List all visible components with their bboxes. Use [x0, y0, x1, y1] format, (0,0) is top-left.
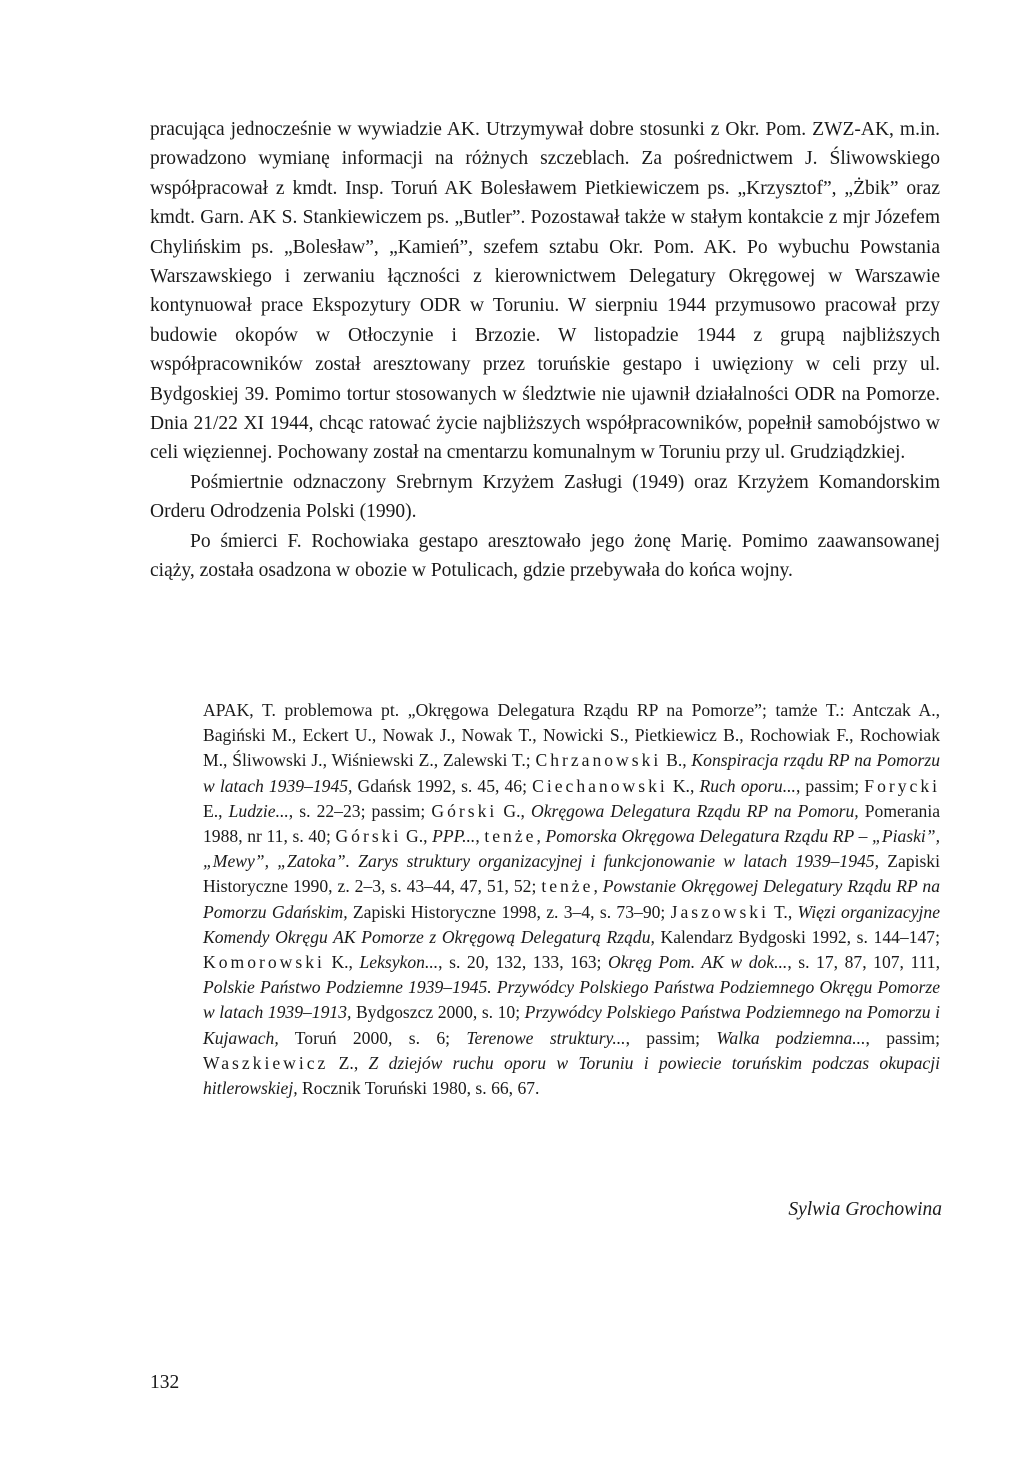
citation-title: Więzi organizacyjne Komendy Okręgu AK Pomorze z Okręgową Delegaturą Rządu, — [203, 901, 941, 947]
citation-text: Z., — [328, 1052, 369, 1073]
citation-author: Jaszowski — [670, 901, 769, 922]
citation-text: K., — [667, 775, 700, 796]
citation-author: Waszkiewicz — [203, 1052, 329, 1073]
citation-text: , passim; — [865, 1027, 940, 1048]
citation-title: Ruch oporu... — [699, 775, 796, 796]
citation-text: , s. 20, 132, 133, 163; — [438, 952, 608, 973]
citation-title: Leksykon... — [359, 952, 439, 973]
citation-text: T., — [768, 901, 798, 922]
citation-title: Przywódcy Polskiego Państwa Podziemnego na Pomorzu i Kujawach, — [203, 1002, 940, 1048]
citation-text: , passim; — [625, 1027, 717, 1048]
citation-author: Górski — [431, 800, 498, 821]
citation-text: , s. 22–23; passim; — [288, 800, 432, 821]
citation-author: Forycki — [864, 775, 941, 796]
citation-author: tenże — [484, 826, 537, 847]
citation-text: , — [475, 826, 485, 847]
citation-text: K., — [324, 952, 360, 973]
citation-title: Walka podziemna... — [716, 1027, 866, 1048]
citation-title: Z dziejów ruchu oporu w Toruniu i powiecie toruńskim podczas okupacji hitlerowskiej, — [203, 1052, 940, 1099]
citation-title: Ludzie... — [228, 800, 289, 821]
citation-text: Rocznik Toruński 1980, s. 66, 67. — [297, 1078, 540, 1099]
citation-text: Zapiski Historyczne 1990, z. 2–3, s. 43–44, 47, 51, 52; — [203, 851, 940, 897]
citation-text: , s. 17, 87, 107, 111, — [787, 952, 940, 973]
citation-text: , — [593, 876, 603, 897]
paragraph: pracująca jednocześnie w wywiadzie AK. Utrzymywał dobre stosunki z Okr. Pom. ZWZ-AK, m.in. prowadzono wymianę informacji na różnych szczeblach. Za pośrednictwem J. Śliwowskiego współpracował z kmdt. Insp. Toruń AK Bolesławem Pietkiewiczem ps. „Krzysztof”, „Żbik” oraz kmdt. Garn. AK S. Stankiewiczem ps. „Butler”. Pozostawał także w stałym kontakcie z mjr Józefem Chylińskim ps. „Bolesław”, „Kamień”, szefem sztabu Okr. Pom. AK. Po wybuchu Powstania Warszawskiego i zerwaniu łączności z kierownictwem Delegatury Okręgowej w Warszawie kontynuował prace Ekspozytury ODR w Toruniu. W sierpniu 1944 przymusowo pracował przy budowie okopów w Otłoczynie i Brzozie. W listopadzie 1944 z grupą najbliższych współpracowników został aresztowany przez toruńskie gestapo i uwięziony w celi przy ul. Bydgoskiej 39. Pomimo tortur stosowanych w śledztwie nie ujawnił działalności ODR na Pomorze. Dnia 21/22 XI 1944, chcąc ratować życie najbliższych współpracowników, popełnił samobójstwo w celi więziennej. Pochowany został na cmentarzu komunalnym w Toruniu przy ul. Grudziądzkiej. — [150, 119, 940, 464]
bibliography — [203, 698, 940, 1101]
author-signature: Sylwia Grochowina — [788, 1199, 942, 1220]
citation-text: Zapiski Historyczne 1998, z. 3–4, s. 73–90; — [347, 901, 671, 922]
citation-author: Chrzanowski — [535, 750, 662, 771]
citation-title: Polskie Państwo Podziemne 1939–1945. Przywódcy Polskiego Państwa Podziemnego Okręgu Pomorze w latach 1939–1913, — [203, 977, 940, 1023]
citation-text: B., — [661, 750, 692, 771]
citation-text: APAK, T. problemowa pt. „Okręgowa Delegatura Rządu RP na Pomorze”; tamże T.: Antczak A., Bagiński M., Eckert U., Nowak J., Nowak T., Nowicki S., Pietkiewicz B., Rochowiak F., Rochowiak M., Śliwowski J., Wiśniewski Z., Zalewski T.; — [203, 700, 940, 771]
citation-text: G., — [497, 800, 531, 821]
citation-text: E., — [203, 800, 229, 821]
citation-title: Terenowe struktury... — [466, 1027, 626, 1048]
citation-author: Górski — [335, 826, 402, 847]
citation-title: Konspiracja rządu RP na Pomorzu w latach 1939–1945, — [203, 750, 940, 796]
paragraph: Po śmierci F. Rochowiaka gestapo aresztowało jego żonę Marię. Pomimo zaawansowanej ciąży, została osadzona w obozie w Potulicach, gdzie przebywała do końca wojny. — [150, 530, 940, 582]
citation-text: Kalendarz Bydgoski 1992, s. 144–147; — [654, 926, 940, 947]
citation-title: Okręgowa Delegatura Rządu RP na Pomoru, — [530, 800, 859, 821]
citation-text: Bydgoszcz 2000, s. 10; — [351, 1002, 525, 1023]
citation-text: G., — [401, 826, 433, 847]
biography-text — [150, 115, 940, 586]
citation-author: Ciechanowski — [532, 775, 668, 796]
citation-title: Powstanie Okręgowej Delegatury Rządu RP na Pomorzu Gdańskim, — [203, 876, 940, 922]
citation-text: , passim; — [795, 775, 865, 796]
citation-text: Gdańsk 1992, s. 45, 46; — [352, 775, 533, 796]
citation-author: tenże — [541, 876, 594, 897]
citation-title: PPP... — [432, 826, 476, 847]
citation-title: Pomorska Okręgowa Delegatura Rządu RP – „Piaski”, „Mewy”, „Zatoka”. Zarys struktury organizacyjnej i funkcjonowanie w latach 1939–1945, — [203, 826, 940, 872]
paragraph: Pośmiertnie odznaczony Srebrnym Krzyżem Zasługi (1949) oraz Krzyżem Komandorskim Orderu Odrodzenia Polski (1990). — [150, 471, 940, 523]
citation-text: Pomerania 1988, nr 11, s. 40; — [203, 800, 941, 847]
citation-author: Komorowski — [203, 952, 325, 973]
citation-title: Okręg Pom. AK w dok... — [607, 952, 788, 973]
citation-text: , — [536, 826, 546, 847]
citation-text: Toruń 2000, s. 6; — [278, 1027, 467, 1048]
page-number: 132 — [150, 1372, 180, 1393]
